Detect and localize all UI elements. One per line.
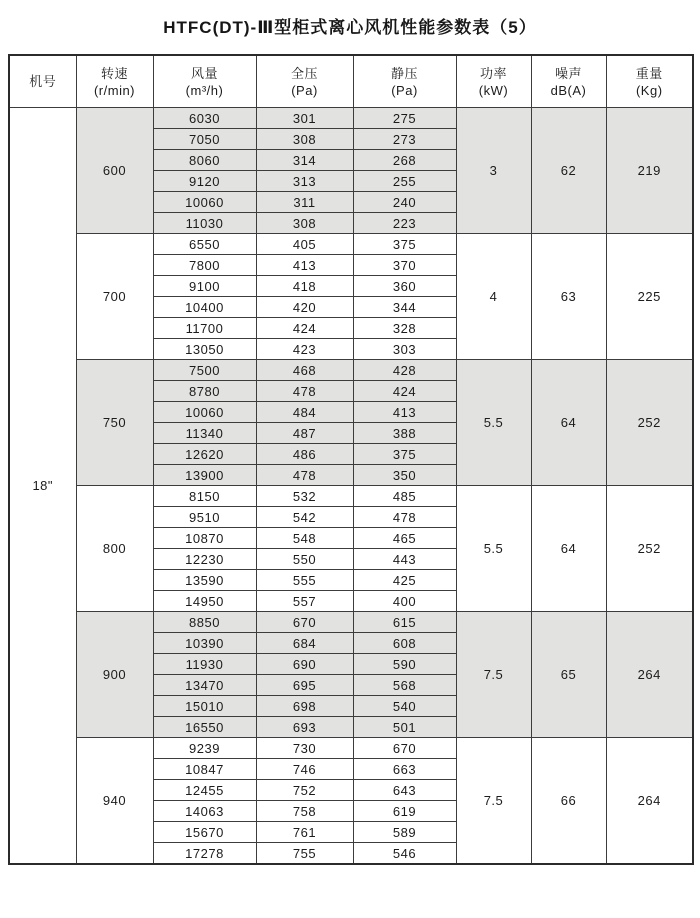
flow-cell: 10400 (153, 297, 256, 318)
flow-cell: 8150 (153, 486, 256, 507)
total-pressure-cell: 548 (256, 528, 353, 549)
flow-cell: 9100 (153, 276, 256, 297)
static-pressure-cell: 413 (353, 402, 456, 423)
table-row (9, 612, 693, 633)
static-pressure-cell: 443 (353, 549, 456, 570)
speed-cell: 940 (76, 738, 153, 865)
total-pressure-cell: 752 (256, 780, 353, 801)
power-cell: 5.5 (456, 360, 531, 486)
static-pressure-cell: 424 (353, 381, 456, 402)
total-pressure-cell: 308 (256, 129, 353, 150)
flow-cell: 8850 (153, 612, 256, 633)
page-title: HTFC(DT)-Ⅲ型柜式离心风机性能参数表（5） (163, 18, 537, 37)
header-noise-label: 噪声 (554, 65, 582, 81)
weight-cell: 252 (606, 486, 693, 612)
flow-cell: 10847 (153, 759, 256, 780)
static-pressure-cell: 255 (353, 171, 456, 192)
flow-cell: 10060 (153, 192, 256, 213)
flow-cell: 8060 (153, 150, 256, 171)
flow-cell: 10390 (153, 633, 256, 654)
table-row (9, 738, 693, 759)
header-speed-unit: (r/min) (93, 82, 136, 98)
total-pressure-cell: 418 (256, 276, 353, 297)
flow-cell: 7800 (153, 255, 256, 276)
header-flow (153, 55, 256, 108)
static-pressure-cell: 388 (353, 423, 456, 444)
table-row (9, 108, 693, 129)
header-static-pressure (353, 55, 456, 108)
total-pressure-cell: 424 (256, 318, 353, 339)
static-pressure-cell: 328 (353, 318, 456, 339)
static-pressure-cell: 428 (353, 360, 456, 381)
static-pressure-cell: 400 (353, 591, 456, 612)
header-static-pressure-label: 静压 (390, 65, 418, 81)
power-cell: 4 (456, 234, 531, 360)
speed-cell: 700 (76, 234, 153, 360)
weight-cell: 252 (606, 360, 693, 486)
total-pressure-cell: 313 (256, 171, 353, 192)
total-pressure-cell: 478 (256, 381, 353, 402)
header-model-label: 机号 (29, 74, 57, 89)
flow-cell: 15010 (153, 696, 256, 717)
total-pressure-cell: 532 (256, 486, 353, 507)
total-pressure-cell: 670 (256, 612, 353, 633)
speed-cell: 900 (76, 612, 153, 738)
flow-cell: 6030 (153, 108, 256, 129)
static-pressure-cell: 590 (353, 654, 456, 675)
flow-cell: 11700 (153, 318, 256, 339)
noise-cell: 66 (531, 738, 606, 865)
header-power (456, 55, 531, 108)
weight-cell: 264 (606, 738, 693, 865)
flow-cell: 11340 (153, 423, 256, 444)
header-total-pressure (256, 55, 353, 108)
total-pressure-cell: 557 (256, 591, 353, 612)
total-pressure-cell: 550 (256, 549, 353, 570)
header-weight-unit: (Kg) (635, 82, 663, 98)
static-pressure-cell: 425 (353, 570, 456, 591)
total-pressure-cell: 761 (256, 822, 353, 843)
speed-cell: 750 (76, 360, 153, 486)
static-pressure-cell: 501 (353, 717, 456, 738)
static-pressure-cell: 275 (353, 108, 456, 129)
flow-cell: 9510 (153, 507, 256, 528)
performance-table (8, 54, 694, 865)
flow-cell: 6550 (153, 234, 256, 255)
header-flow-unit: (m³/h) (185, 82, 224, 98)
flow-cell: 13590 (153, 570, 256, 591)
flow-cell: 15670 (153, 822, 256, 843)
header-speed (76, 55, 153, 108)
flow-cell: 9239 (153, 738, 256, 759)
static-pressure-cell: 670 (353, 738, 456, 759)
flow-cell: 14950 (153, 591, 256, 612)
flow-cell: 11030 (153, 213, 256, 234)
flow-cell: 16550 (153, 717, 256, 738)
static-pressure-cell: 350 (353, 465, 456, 486)
flow-cell: 12455 (153, 780, 256, 801)
flow-cell: 11930 (153, 654, 256, 675)
static-pressure-cell: 273 (353, 129, 456, 150)
static-pressure-cell: 589 (353, 822, 456, 843)
flow-cell: 17278 (153, 843, 256, 865)
flow-cell: 10060 (153, 402, 256, 423)
total-pressure-cell: 484 (256, 402, 353, 423)
header-total-pressure-unit: (Pa) (291, 82, 318, 98)
speed-cell: 800 (76, 486, 153, 612)
total-pressure-cell: 693 (256, 717, 353, 738)
static-pressure-cell: 568 (353, 675, 456, 696)
static-pressure-cell: 303 (353, 339, 456, 360)
header-row (9, 55, 693, 108)
static-pressure-cell: 370 (353, 255, 456, 276)
static-pressure-cell: 615 (353, 612, 456, 633)
static-pressure-cell: 465 (353, 528, 456, 549)
flow-cell: 8780 (153, 381, 256, 402)
total-pressure-cell: 730 (256, 738, 353, 759)
header-power-label: 功率 (479, 65, 507, 81)
noise-cell: 65 (531, 612, 606, 738)
noise-cell: 63 (531, 234, 606, 360)
flow-cell: 7500 (153, 360, 256, 381)
total-pressure-cell: 746 (256, 759, 353, 780)
static-pressure-cell: 540 (353, 696, 456, 717)
power-cell: 5.5 (456, 486, 531, 612)
flow-cell: 9120 (153, 171, 256, 192)
static-pressure-cell: 240 (353, 192, 456, 213)
total-pressure-cell: 413 (256, 255, 353, 276)
header-static-pressure-unit: (Pa) (391, 82, 418, 98)
speed-cell: 600 (76, 108, 153, 234)
header-model (9, 55, 76, 108)
static-pressure-cell: 485 (353, 486, 456, 507)
total-pressure-cell: 420 (256, 297, 353, 318)
total-pressure-cell: 758 (256, 801, 353, 822)
header-flow-label: 风量 (190, 65, 218, 81)
static-pressure-cell: 663 (353, 759, 456, 780)
table-row (9, 360, 693, 381)
static-pressure-cell: 375 (353, 444, 456, 465)
flow-cell: 10870 (153, 528, 256, 549)
total-pressure-cell: 690 (256, 654, 353, 675)
total-pressure-cell: 308 (256, 213, 353, 234)
header-total-pressure-label: 全压 (290, 65, 318, 81)
weight-cell: 225 (606, 234, 693, 360)
flow-cell: 13900 (153, 465, 256, 486)
noise-cell: 62 (531, 108, 606, 234)
total-pressure-cell: 555 (256, 570, 353, 591)
header-power-unit: (kW) (478, 82, 509, 98)
header-speed-label: 转速 (100, 65, 128, 81)
header-weight (606, 55, 693, 108)
power-cell: 3 (456, 108, 531, 234)
static-pressure-cell: 643 (353, 780, 456, 801)
static-pressure-cell: 619 (353, 801, 456, 822)
model-cell: 18" (9, 108, 76, 865)
table-row (9, 234, 693, 255)
static-pressure-cell: 360 (353, 276, 456, 297)
total-pressure-cell: 423 (256, 339, 353, 360)
power-cell: 7.5 (456, 738, 531, 865)
flow-cell: 7050 (153, 129, 256, 150)
total-pressure-cell: 314 (256, 150, 353, 171)
total-pressure-cell: 755 (256, 843, 353, 865)
total-pressure-cell: 486 (256, 444, 353, 465)
static-pressure-cell: 223 (353, 213, 456, 234)
total-pressure-cell: 301 (256, 108, 353, 129)
static-pressure-cell: 375 (353, 234, 456, 255)
header-noise (531, 55, 606, 108)
static-pressure-cell: 478 (353, 507, 456, 528)
noise-cell: 64 (531, 486, 606, 612)
total-pressure-cell: 468 (256, 360, 353, 381)
total-pressure-cell: 695 (256, 675, 353, 696)
total-pressure-cell: 698 (256, 696, 353, 717)
static-pressure-cell: 546 (353, 843, 456, 865)
header-noise-unit: dB(A) (550, 82, 587, 98)
flow-cell: 13470 (153, 675, 256, 696)
weight-cell: 264 (606, 612, 693, 738)
flow-cell: 14063 (153, 801, 256, 822)
flow-cell: 13050 (153, 339, 256, 360)
total-pressure-cell: 311 (256, 192, 353, 213)
flow-cell: 12620 (153, 444, 256, 465)
total-pressure-cell: 487 (256, 423, 353, 444)
static-pressure-cell: 608 (353, 633, 456, 654)
total-pressure-cell: 478 (256, 465, 353, 486)
total-pressure-cell: 405 (256, 234, 353, 255)
noise-cell: 64 (531, 360, 606, 486)
flow-cell: 12230 (153, 549, 256, 570)
power-cell: 7.5 (456, 612, 531, 738)
static-pressure-cell: 344 (353, 297, 456, 318)
total-pressure-cell: 684 (256, 633, 353, 654)
header-weight-label: 重量 (635, 65, 663, 81)
total-pressure-cell: 542 (256, 507, 353, 528)
table-row (9, 486, 693, 507)
static-pressure-cell: 268 (353, 150, 456, 171)
weight-cell: 219 (606, 108, 693, 234)
